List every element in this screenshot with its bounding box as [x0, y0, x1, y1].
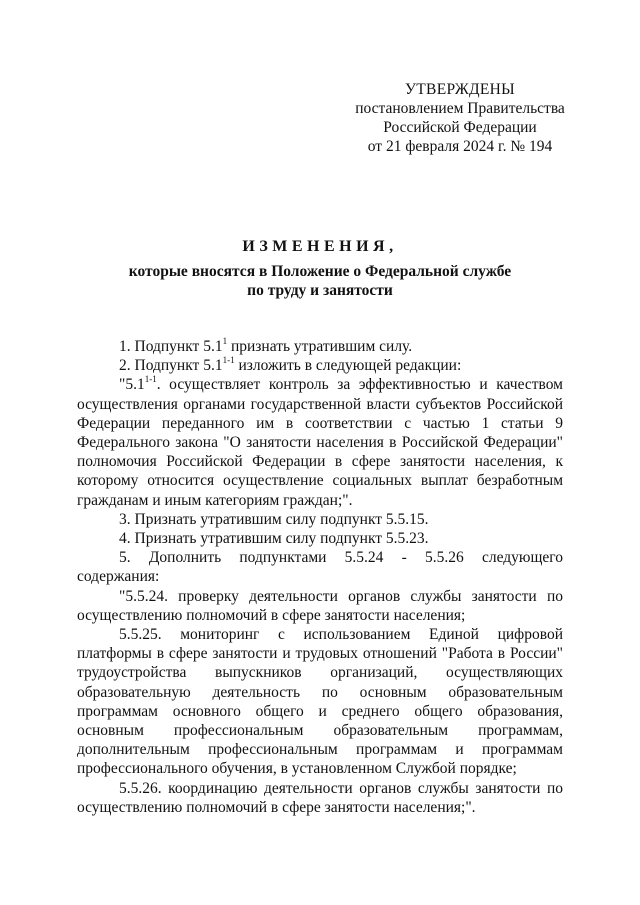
item-3: 3. Признать утратившим силу подпункт 5.5.15. — [119, 510, 429, 528]
item-2-superscript: 1-1 — [222, 355, 235, 366]
quote-5-1-1-1: "5.1$^{1-1}$. осуществляет контроль за эффективностью и качеством осуществления органами государственной власти субъектов Российской Федерации переданного им в соответствии с частью 1 статьи 9 Федерального закона "О занятости населения в Российской Федерации" полномочия Российской Федерации в сфере занятости населения, к которому относится осуществление социальных выплат безработным гражданам и иным категориям граждан;". — [77, 374, 563, 509]
quote-superscript: 1-1 — [144, 374, 157, 385]
approval-line-2: Российской Федерации — [383, 119, 537, 136]
item-1-superscript: 1 — [222, 335, 228, 346]
quote-5-5-24: "5.5.24. проверку деятельности органов службы занятости по осуществлению полномочий в сфере занятости населения; — [77, 587, 563, 624]
document-subtitle — [80, 262, 560, 300]
item-2: 2. Подпункт 5.1$^{1-1}$ изложить в следующей редакции: — [119, 355, 462, 375]
item-1: 1. Подпункт $5.1^1$ признать утратившим силу. — [119, 335, 413, 355]
approval-line-3: от 21 февраля 2024 г. № 194 — [367, 138, 553, 155]
item-5: 5. Дополнить подпунктами 5.5.24 - 5.5.26 следующего содержания: — [77, 549, 563, 586]
document-body — [77, 337, 563, 817]
quote-5-5-25: 5.5.25. мониторинг с использованием Единой цифровой платформы в сфере занятости и трудовых отношений "Работа в России" трудоустройства выпускников организаций, осуществляющих образовательную деятельность по основным образовательным программам основного общего и среднего общего образования, основным профессиональным образовательным программам, дополнительным профессиональным программам и программам профессионального обучения, в установленном Службой порядке; — [77, 626, 563, 778]
subtitle-line-1: которые вносятся в Положение о Федеральной службе — [128, 263, 512, 280]
approval-heading: УТВЕРЖДЕНЫ — [405, 81, 515, 98]
approval-line-1: постановлением Правительства — [355, 100, 565, 117]
approval-block — [330, 80, 590, 156]
subtitle-line-2: по труду и занятости — [247, 282, 393, 299]
document-title: ИЗМЕНЕНИЯ, — [242, 238, 398, 255]
item-4: 4. Признать утратившим силу подпункт 5.5.23. — [119, 530, 429, 548]
quote-5-5-26: 5.5.26. координацию деятельности органов службы занятости по осуществлению полномочий в сфере занятости населения;". — [77, 779, 563, 816]
